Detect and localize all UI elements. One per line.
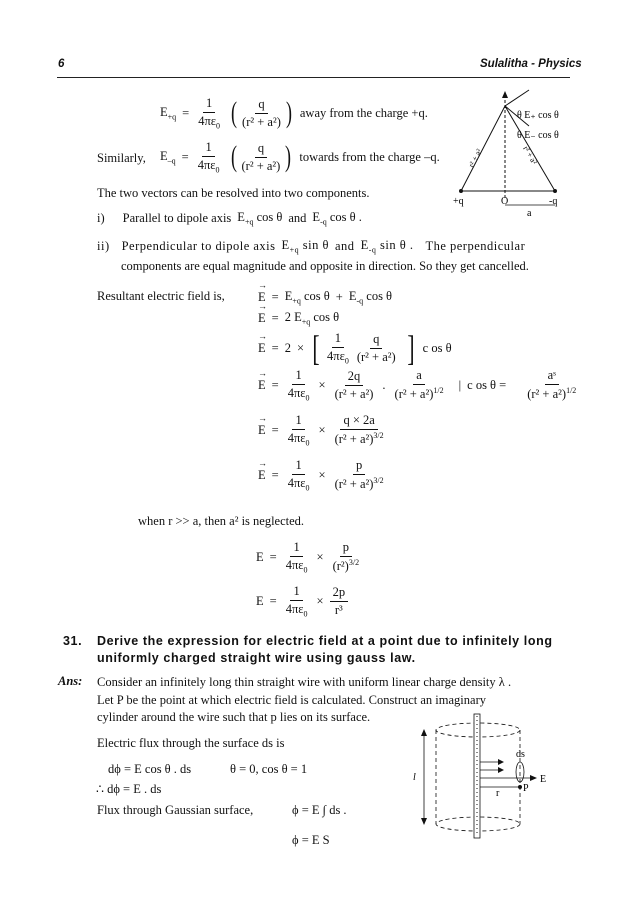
minus-q-label: -q [549, 196, 558, 207]
flux-gauss-text: Flux through Gaussian surface, [97, 803, 254, 817]
item-ii: ii) Perpendicular to dipole axis $E_{+q}$ sin θ and $E_{-q}$ sin θ . The perpendicular [97, 238, 526, 255]
right-arm-label: r² + a² [521, 144, 539, 166]
ds-label: ds [516, 749, 525, 760]
eq-approx-2: E = $\frac{1}{4\pi\varepsilon_0}$ × $\frac{2p}{\text{r³}}$ [256, 584, 348, 619]
question-number: 31. [63, 634, 83, 648]
two-vectors-text: The two vectors can be resolved into two components. [97, 186, 370, 200]
eq-resultant-5: → E = $\frac{1}{4\pi\varepsilon_0}$ × $\frac{q \times 2a}{(r^2 + a^2)^{3/2}}$ [258, 413, 387, 448]
p-label: P [523, 783, 529, 794]
e-plus-cos-label: θ E₊ cos θ [517, 110, 559, 121]
eq-resultant-1: → E = $E_{+q}$ cos θ + $E_{-q}$ cos θ [258, 289, 392, 306]
e-minus-cos-label: θ E₋ cos θ [517, 130, 559, 141]
eq-resultant-4: → E = $\frac{1}{4\pi\varepsilon_0}$ × $\frac{2q}{\text{(r² + a²)}}$ . $\frac{a}{(r^2 + a^2)^{1/2}}$ | c os θ = $\frac{\text{aˢ}}{(r^2 + a^2)^{1/2}}$ [258, 368, 579, 403]
page-number: 6 [58, 58, 65, 70]
eq-approx-1: E = $\frac{1}{4\pi\varepsilon_0}$ × $\frac{p}{(r^2)^{3/2}}$ [256, 540, 360, 575]
answer-label: Ans: [58, 674, 83, 688]
r-label: r [496, 788, 500, 799]
similarly-label: Similarly, [97, 151, 146, 165]
length-label: l [413, 772, 416, 783]
a-label: a [527, 208, 532, 219]
eq-theta-zero: θ = 0, cos θ = 1 [230, 762, 308, 776]
header-rule [57, 77, 570, 78]
when-text: when r >> a, then a² is neglected. [138, 514, 305, 528]
eq-phi-integral: ϕ = E ∫ ds . [292, 803, 347, 817]
eq-e-minus-q: $E_{-q}$ = $\frac{1}{4\pi\varepsilon_0}$ ( $\frac{q}{\text{(r² + a²)}}$ ) towards from the charge –q. [160, 140, 440, 175]
answer-line3: cylinder around the wire such that p lies on its surface. [97, 710, 371, 724]
question-line2: uniformly charged straight wire using gauss law. [97, 651, 416, 665]
eq-resultant-6: → E = $\frac{1}{4\pi\varepsilon_0}$ × $\frac{p}{(r^2 + a^2)^{3/2}}$ [258, 458, 387, 493]
answer-line1: Consider an infinitely long thin straight wire with uniform linear charge density λ . [97, 675, 512, 689]
eq-dphi-1: dϕ = E cos θ . ds [108, 762, 192, 776]
eq-e-plus-q: $E_{+q}$ = $\frac{1}{4\pi\varepsilon_0}$ ( $\frac{q}{\text{(r² + a²)}}$ ) away from the charge +q. [160, 96, 428, 131]
flux-ds-text: Electric flux through the surface ds is [97, 736, 285, 750]
question-line1: Derive the expression for electric field at a point due to infinitely long [97, 634, 553, 648]
ii-line2: components are equal magnitude and opposite in direction. So they get cancelled. [121, 259, 529, 273]
eq-resultant-3: → E = 2 × [ $\frac{1}{4\pi\varepsilon_0}$ $\frac{q}{\text{(r² + a²)}}$ ] c os θ [258, 330, 452, 366]
origin-label: O [501, 196, 509, 207]
answer-line2: Let P be the point at which electric field is calculated. Construct an imaginary [97, 693, 486, 707]
left-arm-label: r² + a² [466, 147, 484, 169]
running-title: Sulalitha - Physics [480, 58, 582, 70]
wire-cylinder-diagram [410, 712, 565, 842]
eq-dphi-2: ∴ dϕ = E . ds [96, 782, 162, 796]
e-label: E [540, 774, 547, 785]
item-i: i) Parallel to dipole axis $E_{+q}$ cos θ and $E_{-q}$ cos θ . [97, 210, 362, 227]
resultant-label: Resultant electric field is, [97, 289, 225, 303]
eq-resultant-2: → E = 2 $E_{+q}$ cos θ [258, 310, 339, 327]
eq-phi-es: ϕ = E S [292, 833, 330, 847]
plus-q-label: +q [453, 196, 464, 207]
